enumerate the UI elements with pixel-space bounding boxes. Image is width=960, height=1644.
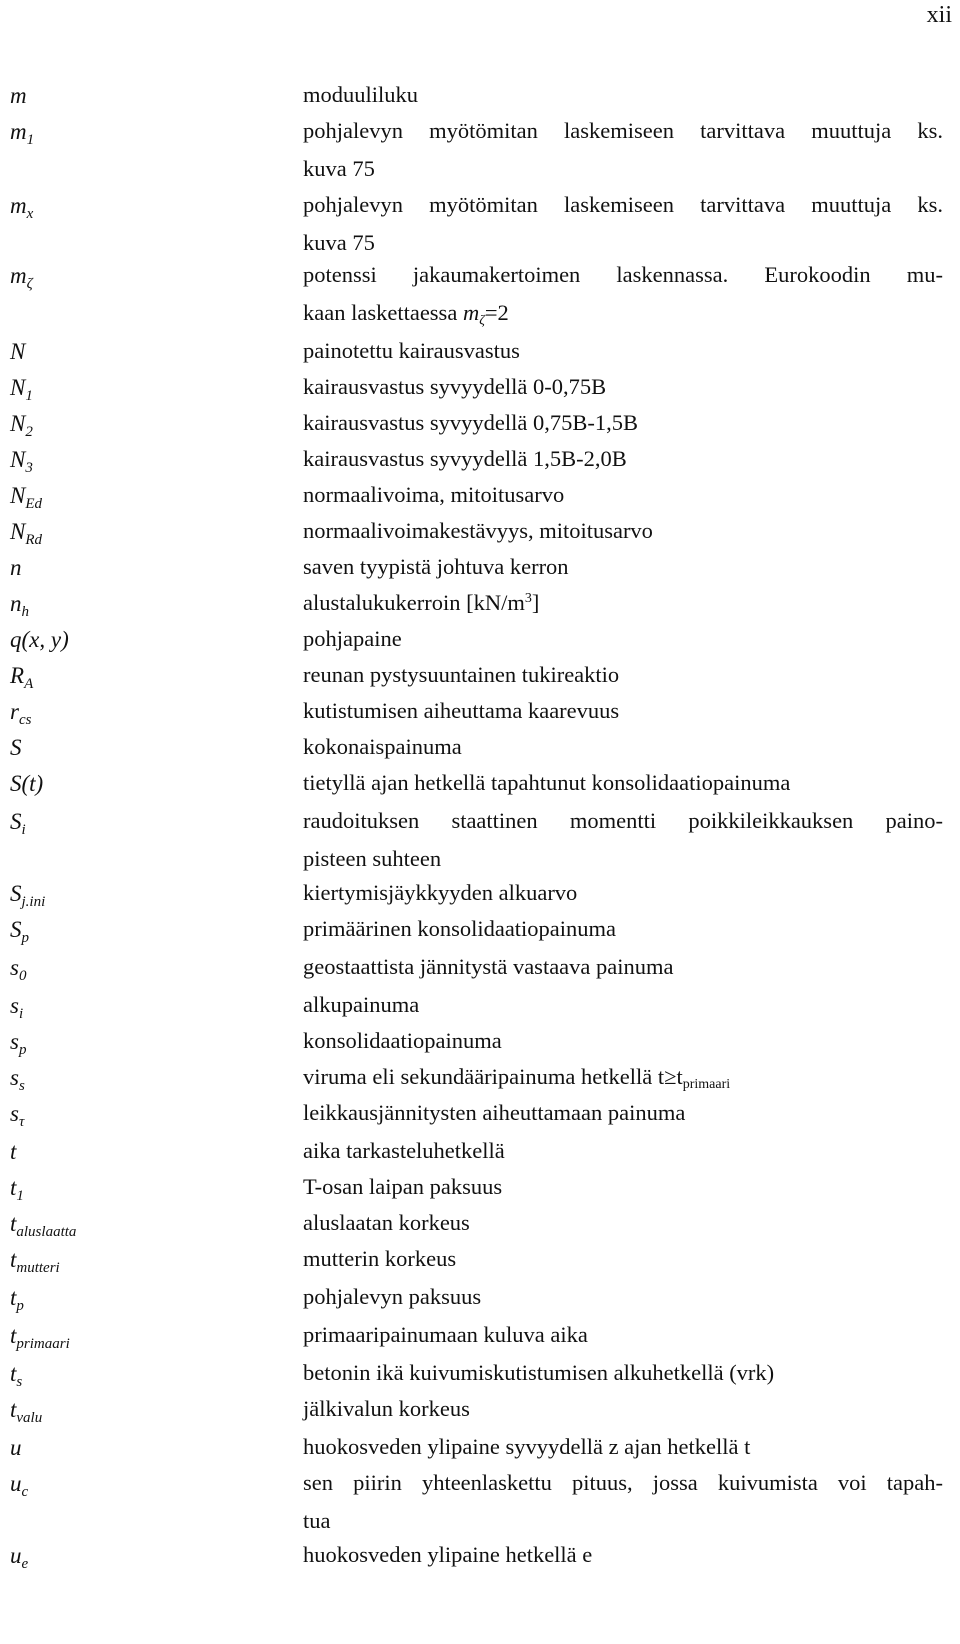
- symbol-main: t: [10, 1397, 17, 1422]
- symbol-main: r: [10, 699, 19, 724]
- description: [303, 1354, 943, 1392]
- symbol-main: m: [10, 119, 27, 144]
- description: [303, 1536, 943, 1574]
- description-line: [303, 1360, 774, 1385]
- description-text: sen piirin yhteenlaskettu pituus, jossa kuivumista voi tapah-: [303, 1470, 943, 1495]
- symbol: [10, 1247, 60, 1276]
- symbol: [10, 1029, 27, 1058]
- symbol-subscript: p: [16, 1298, 24, 1314]
- description: [303, 1464, 943, 1540]
- description: [303, 512, 943, 550]
- symbol-main: m: [10, 263, 27, 288]
- symbol: [10, 772, 43, 795]
- symbol: [10, 1397, 43, 1426]
- description: [303, 368, 943, 406]
- symbol-main: s: [10, 1029, 19, 1054]
- description: [303, 692, 943, 730]
- symbol: [10, 263, 33, 292]
- symbol-main: s: [10, 993, 19, 1018]
- symbol: [10, 1436, 22, 1459]
- symbol: [10, 447, 33, 476]
- symbol-main: N: [10, 483, 26, 508]
- symbol-subscript: p: [21, 930, 29, 946]
- description: [303, 76, 943, 114]
- symbol-subscript: s: [16, 1374, 23, 1390]
- symbol: [10, 699, 32, 728]
- description: [303, 1168, 943, 1206]
- description-text: kokonaispainuma: [303, 734, 462, 759]
- symbol-subscript: p: [18, 1042, 27, 1058]
- symbol-subscript: c: [21, 1484, 29, 1500]
- symbol-main: s: [10, 1101, 19, 1126]
- description: [303, 1132, 943, 1170]
- symbol-main: S: [10, 809, 22, 834]
- symbol: [10, 556, 22, 579]
- description-line: [303, 992, 419, 1017]
- description-line: [303, 294, 943, 332]
- description-text: primäärinen konsolidaatiopainuma: [303, 916, 617, 941]
- symbol: [10, 628, 69, 651]
- symbol-main: u: [10, 1471, 22, 1496]
- description-line: [303, 374, 606, 399]
- symbol-subscript: τ: [18, 1114, 25, 1130]
- symbol: [10, 663, 34, 692]
- description-line: kuva 75: [303, 230, 375, 255]
- description-line: [303, 446, 627, 471]
- symbol-main: N: [10, 339, 26, 364]
- description-line: [303, 1064, 731, 1092]
- description: [303, 440, 943, 478]
- description-text: betonin ikä kuivumiskutistumisen alkuhetkellä (vrk): [303, 1360, 775, 1385]
- description: [303, 910, 943, 948]
- description: [303, 948, 943, 986]
- symbol-main: N: [10, 519, 26, 544]
- description-line: [303, 1434, 750, 1459]
- symbol-main: t: [10, 1139, 17, 1164]
- description: [303, 656, 943, 694]
- symbol: [10, 375, 33, 404]
- symbol: [10, 1471, 29, 1500]
- symbol-main: n: [10, 555, 22, 580]
- description-text: painotettu kairausvastus: [303, 338, 520, 363]
- description: [303, 1316, 943, 1354]
- description-line: [303, 734, 462, 759]
- description: [303, 332, 943, 370]
- symbol-subscript: mutteri: [16, 1260, 60, 1276]
- symbol-subscript: 1: [16, 1188, 24, 1204]
- symbol-subscript: 2: [25, 424, 33, 440]
- symbol: [10, 881, 46, 910]
- description-line: [303, 1138, 505, 1163]
- description-text: raudoituksen staattinen momentti poikkileikkauksen paino-: [303, 808, 943, 833]
- description-text: alkupainuma: [303, 992, 420, 1017]
- description-text: kiertymisjäykkyyden alkuarvo: [303, 880, 578, 905]
- symbol-subscript: valu: [16, 1410, 43, 1426]
- description-text: leikkausjännitysten aiheuttamaan painuma: [303, 1100, 686, 1125]
- description-line: kuva 75: [303, 156, 375, 181]
- symbol-main: t: [10, 1247, 17, 1272]
- description: [303, 256, 943, 332]
- symbol: [10, 1211, 77, 1240]
- description-text: potenssi jakaumakertoimen laskennassa. Eurokoodin mu-: [303, 262, 943, 287]
- description: [303, 1094, 943, 1132]
- description: [303, 764, 943, 802]
- symbol-subscript: 1: [25, 388, 33, 404]
- symbol-subscript: i: [21, 822, 26, 838]
- description-text: normaalivoimakestävyys, mitoitusarvo: [303, 518, 653, 543]
- description-line: [303, 590, 539, 615]
- symbol: [10, 1285, 24, 1314]
- symbol: [10, 955, 27, 984]
- symbol-subscript: Ed: [25, 496, 43, 512]
- description: [303, 112, 943, 188]
- symbol-main: t: [10, 1175, 17, 1200]
- symbol-subscript: ζ: [26, 276, 33, 292]
- symbol: [10, 340, 25, 363]
- subscript: primaari: [682, 1077, 731, 1092]
- description-line: [303, 1284, 481, 1309]
- description: [303, 874, 943, 912]
- symbol-main: u: [10, 1435, 22, 1460]
- description: [303, 728, 943, 766]
- description-line: [303, 482, 564, 507]
- symbol-main: u: [10, 1543, 22, 1568]
- description-line: [303, 338, 520, 363]
- symbol-subscript: aluslaatta: [16, 1224, 77, 1240]
- description-text: saven tyypistä johtuva kerron: [303, 554, 569, 579]
- symbol-main: S: [10, 881, 22, 906]
- description-text: alustalukukerroin [kN/m: [303, 590, 525, 615]
- description-line: [303, 518, 653, 543]
- description-line: [303, 1174, 502, 1199]
- description: [303, 404, 943, 442]
- description-text: reunan pystysuuntainen tukireaktio: [303, 662, 620, 687]
- description-line: [303, 1542, 592, 1567]
- description-line: [303, 1464, 943, 1502]
- symbol-main: N: [10, 411, 26, 436]
- description-text: T-osan laipan paksuus: [303, 1174, 503, 1199]
- description-text: primaaripainumaan kuluva aika: [303, 1322, 588, 1347]
- symbol-main: m: [10, 83, 27, 108]
- description-line: tua: [303, 1508, 331, 1533]
- description-line: [303, 916, 616, 941]
- description-line: [303, 1246, 456, 1271]
- symbol-subscript: cs: [18, 712, 32, 728]
- symbol: [10, 411, 33, 440]
- description-line: [303, 186, 943, 224]
- symbol-subscript: Rd: [25, 532, 43, 548]
- description-text: huokosveden ylipaine syvyydellä z ajan hetkellä t: [303, 1434, 751, 1459]
- symbol-subscript: 1: [26, 132, 35, 148]
- description: [303, 1204, 943, 1242]
- symbol-subscript: s: [18, 1078, 25, 1094]
- description-text: pohjalevyn myötömitan laskemiseen tarvittava muuttuja ks.: [303, 118, 943, 143]
- symbol-main: N: [10, 375, 26, 400]
- symbol-subscript: j.ini: [21, 894, 46, 910]
- description-line: [303, 1100, 685, 1125]
- description-text: kairausvastus syvyydellä 1,5B-2,0B: [303, 446, 627, 471]
- symbol-main: S: [10, 735, 22, 760]
- description: [303, 1278, 943, 1316]
- description: [303, 1022, 943, 1060]
- symbol-subscript: primaari: [16, 1336, 70, 1352]
- symbol-subscript: 3: [25, 460, 33, 476]
- description-text: pohjalevyn paksuus: [303, 1284, 482, 1309]
- symbol-main: R: [10, 663, 25, 688]
- description-line: [303, 1322, 588, 1347]
- symbol-main: t: [10, 1361, 17, 1386]
- description-line: [303, 880, 577, 905]
- symbol-main: t: [10, 1285, 17, 1310]
- symbol: [10, 736, 22, 759]
- description-text: kaan laskettaessa: [303, 300, 463, 325]
- description-line: pisteen suhteen: [303, 846, 442, 871]
- description-line: [303, 802, 943, 840]
- symbol: [10, 193, 34, 222]
- description-text: kairausvastus syvyydellä 0-0,75B: [303, 374, 607, 399]
- description-line: [303, 1210, 470, 1235]
- description-text: geostaattista jännitystä vastaava painuma: [303, 954, 674, 979]
- superscript: 3: [524, 591, 532, 606]
- description-text: kutistumisen aiheuttama kaarevuus: [303, 698, 620, 723]
- symbol-subscript: x: [26, 206, 34, 222]
- description: [303, 1390, 943, 1428]
- description-text: kairausvastus syvyydellä 0,75B-1,5B: [303, 410, 638, 435]
- description-line: [303, 554, 569, 579]
- description: [303, 620, 943, 658]
- description-line: [303, 770, 790, 795]
- description: [303, 476, 943, 514]
- description-text: aluslaatan korkeus: [303, 1210, 470, 1235]
- symbol: [10, 1140, 16, 1163]
- description-line: [303, 112, 943, 150]
- inline-symbol-subscript: ζ: [479, 313, 485, 328]
- symbol-subscript: 0: [18, 968, 27, 984]
- symbol-main: N: [10, 447, 26, 472]
- symbol-main: t: [10, 1211, 17, 1236]
- description: [303, 986, 943, 1024]
- symbol: [10, 483, 43, 512]
- symbol: [10, 917, 29, 946]
- description-line: [303, 626, 402, 651]
- symbol: [10, 1323, 70, 1352]
- symbol-main: s: [10, 1065, 19, 1090]
- description-line: [303, 1396, 470, 1421]
- description-text: normaalivoima, mitoitusarvo: [303, 482, 565, 507]
- symbol: [10, 993, 24, 1022]
- symbol-subscript: A: [24, 676, 34, 692]
- description-text: mutterin korkeus: [303, 1246, 457, 1271]
- symbol-subscript: h: [21, 604, 29, 620]
- description-text: huokosveden ylipaine hetkellä e: [303, 1542, 593, 1567]
- symbol: [10, 84, 27, 107]
- symbol-main: t: [10, 1323, 17, 1348]
- symbol: [10, 119, 35, 148]
- symbol: [10, 1065, 25, 1094]
- symbol: [10, 1175, 24, 1204]
- description: [303, 1058, 943, 1096]
- description-line: [303, 256, 943, 294]
- description-line: [303, 82, 418, 107]
- description-text: viruma eli sekundääripainuma hetkellä t≥t: [303, 1064, 683, 1089]
- description: [303, 548, 943, 586]
- symbol-main: q(x, y): [10, 627, 69, 652]
- description-text: tietyllä ajan hetkellä tapahtunut konsolidaatiopainuma: [303, 770, 791, 795]
- symbol-main: n: [10, 591, 22, 616]
- symbol: [10, 1361, 23, 1390]
- description-text: =2: [484, 300, 509, 325]
- description-line: [303, 1028, 502, 1053]
- description-text: pohjalevyn myötömitan laskemiseen tarvittava muuttuja ks.: [303, 192, 943, 217]
- symbol: [10, 1101, 25, 1130]
- symbol: [10, 519, 43, 548]
- symbol-subscript: e: [21, 1556, 29, 1572]
- description-text: aika tarkasteluhetkellä: [303, 1138, 505, 1163]
- description-text: ]: [531, 590, 540, 615]
- description-text: moduuliluku: [303, 82, 419, 107]
- symbol: [10, 591, 29, 620]
- description: [303, 1428, 943, 1466]
- inline-symbol: m: [462, 300, 480, 325]
- symbol-main: m: [10, 193, 27, 218]
- symbol: [10, 809, 26, 838]
- description: [303, 802, 943, 878]
- description: [303, 1240, 943, 1278]
- symbol: [10, 1543, 29, 1572]
- description-text: jälkivalun korkeus: [303, 1396, 470, 1421]
- description-line: [303, 410, 638, 435]
- description-line: [303, 662, 619, 687]
- symbol-main: S(t): [10, 771, 44, 796]
- description: [303, 186, 943, 262]
- page-number: xii: [926, 2, 952, 28]
- description-text: konsolidaatiopainuma: [303, 1028, 502, 1053]
- description-line: [303, 698, 619, 723]
- description-line: [303, 954, 674, 979]
- description: [303, 584, 943, 622]
- symbol-subscript: i: [18, 1006, 24, 1022]
- symbol-main: S: [10, 917, 22, 942]
- description-text: pohjapaine: [303, 626, 402, 651]
- symbol-main: s: [10, 955, 19, 980]
